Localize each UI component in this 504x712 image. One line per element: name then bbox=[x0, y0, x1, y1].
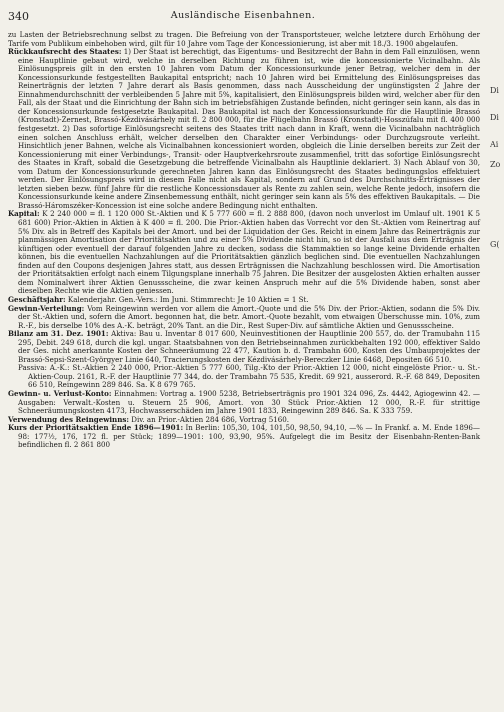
paragraph-rueckkaufsrecht bbox=[8, 48, 480, 210]
paragraph-label: Gewinn-Verteilung: bbox=[8, 303, 85, 313]
page-header bbox=[8, 10, 478, 24]
margin-fragment: Di bbox=[490, 113, 499, 122]
paragraph-text: Div. an Prior.-Aktien 284 686, Vortrag 5160. bbox=[129, 414, 290, 424]
paragraph-text: Kalenderjahr. Gen.-Vers.: Im Juni. Stimmrecht: Je 10 Aktien = 1 St. bbox=[65, 294, 309, 304]
paragraph-gewinn-verteilung bbox=[8, 305, 480, 331]
paragraph-label: Verwendung des Reingewinns: bbox=[8, 414, 129, 424]
paragraph-label: Bilanz am 31. Dez. 1901: bbox=[8, 329, 109, 339]
paragraph-text: Vom Reingewinn werden vor allem die Amort.-Quote und die 5% Div. der Prior.-Aktien, sodann die 5% Div. der St.-Aktien und, sofern die Amort. begonnen hat, die betr. Amort.-Quote bezahlt, vom etwaigen Überschusse min. 10%, zum R.-F., bis derselbe 10% des A.-K. beträgt, 20% Tant. an die Dir., Rest Super-Div. auf sämtliche Aktien und Genussscheine. bbox=[18, 303, 480, 330]
body-text bbox=[8, 31, 480, 450]
paragraph-text: 1) Der Staat ist berechtigt, das Eigentums- und Besitzrecht der Bahn in dem Fall einzulösen, wenn eine Hauptlinie gebaut wird, welche in derselben Richtung zu führen ist, wie die koncessionierte Vicinalbahn. Als Einlösungspreis gilt in den ersten 10 Jahren vom Datum der Koncessionsurkunde jener Betrag, welcher dem in der Koncessionsurkunde festgestellten Baukapital entspricht; nach 10 Jahren wird bei Ermittelung des Einlösungspreises das Reinerträgnis der letzten 7 Jahre derart als Basis genommen, dass nach Ausscheidung der ungünstigsten 2 Jahre der Einnahmendurchschnitt der verbleibenden 5 Jahre mit 5%, kapitalisiert, den Einlösungspreis bilden wird, welcher aber für den Fall, als der Staat und die Einrichtung der Bahn sich im betriebsfähigen Zustande befinden, nicht geringer sein kann, als das in der Koncessionsurkunde festgesetzte Baukapital. Das Baukapital ist nach der Koncessionsurkunde für die Hauptlinie Brassó (Kronstadt)-Zernest, Brassó-Kézdivásárhely mit fl. 2 800 000, für die Flügelbahn Brassó (Kronstadt)-Hosszúfalu mit fl. 400 000 festgesetzt. 2) Das sofortige Einlösungsrecht seitens des Staates tritt nach dann in Kraft, wenn die Vicinalbahn nachträglich einen solchen Anschluss erhält, welcher derselben den Charakter einer Verbindungs- oder Durchzugsroute verleiht. Hinsichtlich jener Bahnen, welche als Vicinalbahnen koncessioniert worden, obgleich die Linie derselben bereits zur Zeit der Koncessionierung mit einer Verbindungs-, Transit- oder Hauptverkehrsroute zusammenfiel, tritt das sofortige Einlösungsrecht des Staates in Kraft, sobald die Gesetzgebung die betreffende Vicinalbahn als Hauptlinie deklariert. 3) Nach Ablauf von 30, vom Datum der Koncessionsurkunde gerechneten Jahren kann das Einlösungsrecht des Staates bedingungslos effektuiert werden. Der Einlösungspreis wird in diesem Falle nicht als Kapital, sondern auf Grund des Durchschnitts-Erträgnisses der letzten sieben bezw. fünf Jahre für die restliche Koncessionsdauer als Rente zu zahlen sein, welche Rente jedoch, insofern die Koncessionsurkunde keine andere Zinsenbemessung enthält, nicht geringer sein kann als 5% des effektiven Baukapitals. — Die Brassó-Háromszéker-Koncession ist eine solche andere Bedingung nicht enthalten. bbox=[18, 47, 480, 210]
paragraph-label: Kurs der Prioritätsaktien Ende 1896—1901: bbox=[8, 423, 184, 433]
margin-fragment: G( bbox=[490, 240, 500, 249]
paragraph-kurs bbox=[8, 424, 480, 450]
paragraph-text: Einnahmen: Vortrag a. 1900 5238, Betriebserträgnis pro 1901 324 096, Zs. 4442, Agiogewinn 42. — Ausgaben: Verwalt.-Kosten u. Steuern 25 906, Amort. von 30 Stück Prior.-Aktien 12 000, R.-F. für strittige Schneeräumungskosten 4173, Hochwasserschäden im Jahre 1901 1833, Reingewinn 289 846. Sa. K 333 759. bbox=[18, 388, 480, 416]
paragraph-label: Gewinn- u. Verlust-Konto: bbox=[8, 388, 112, 398]
margin-fragment: Di bbox=[490, 86, 499, 95]
paragraph-passiva bbox=[8, 364, 480, 390]
paragraph-bilanz bbox=[8, 330, 480, 364]
margin-fragment: Ai bbox=[490, 140, 499, 149]
page-number: 340 bbox=[8, 10, 29, 23]
paragraph-gewinn-verlust bbox=[8, 390, 480, 416]
paragraph-label: Rückkaufsrecht des Staates: bbox=[8, 47, 122, 57]
paragraph-text: zu Lasten der Betriebsrechnung selbst zu tragen. Die Befreiung von der Transportsteuer, welche letztere durch Erhöhung der Tarife vom Publikum einbehoben wird, gilt für 10 Jahre vom Tage der Koncessionierung, ist aber mit 18./3. 1900 abgelaufen. bbox=[8, 30, 480, 48]
paragraph-kapital bbox=[8, 210, 480, 295]
paragraph-text: Passiva: A.-K.: St.-Aktien 2 240 000, Prior.-Aktien 5 777 600, Tilg.-Kto der Prior.-Aktien 12 000, nicht eingelöste Prior.- u. St.-Aktien-Coup. 2161, R.-F. der Hauptlinie 77 344, do. der Trambahn 75 535, Kredit. 69 921, ausserord. R.-F. 68 849, Depositen 66 510, Reingewinn 289 846. Sa. K 8 679 765. bbox=[18, 363, 480, 390]
running-title: Ausländische Eisenbahnen. bbox=[170, 10, 316, 21]
margin-fragment: Zo bbox=[490, 160, 501, 169]
paragraph-label: Kapital: bbox=[8, 209, 40, 219]
paragraph-text: K 2 240 000 = fl. 1 120 000 St.-Aktien und K 5 777 600 = fl. 2 888 800, (davon noch unverlost im Umlauf ult. 1901 K 5 681 600) Prior.-Aktien in Aktien à K 400 = fl. 200. Die Prior.-Aktien haben das Vorrecht vor den St.-Aktien vom Reinertrag auf 5% Div. als in Betreff des Kapitals bei der Amort. und bei der Liquidation der Ges. Reicht in einem Jahre das Reinerträgnis zur planmässigen Amortisation der Prioritätsaktien und zu einer 5% Dividende nicht hin, so ist der Ausfall aus dem Erträgnis der künftigen oder eventuell der darauf folgenden Jahre zu decken, sodass die Stammaktien so lange keine Dividende erhalten können, bis die eventuellen Nachzahlungen auf die Prioritätsaktien gänzlich beglichen sind. Die eventuellen Nachzahlungen finden auf den Coupons desjenigen Jahres statt, aus dessen Erträgnissen die Nachzahlung beschlossen wird. Die Amortisation der Prioritätsaktien erfolgt nach einem Tilgungsplane innerhalb 75 Jahren. Die Besitzer der ausgelosten Aktien erhalten ausser dem Nominalwert ihrer Aktien Genussscheine, die zwar keinen Anspruch mehr auf die 5% Dividende haben, sonst aber dieselben Rechte wie die Aktien geniessen. bbox=[18, 209, 480, 296]
paragraph-intro bbox=[8, 31, 480, 48]
paragraph-text: Aktiva: Bau u. Inventar 8 017 600, Neuinvestitionen der Hauptlinie 200 557, do. der Tramubahn 115 295, Debit. 249 618, durch die kgl. ungar. Staatsbahnen von den Betriebseinnahmen zurückbehalten 192 000, effektiver Saldo der Ges. nicht anerkannte Kosten der Schneeräumung 22 477, Kaution b. d. Trambahn 600, Kosten des Umbauprojektes der Brassó-Sepsi-Szent-Györgyer Linie 640, Tracierungskosten der Kézdivásárhely-Bereczker Linie 6468, Depositen 66 510. bbox=[18, 329, 480, 364]
paragraph-text: In Berlin: 105,30, 104, 101,50, 98,50, 94,10, —% — In Frankf. a. M. Ende 1896—98: 177½, 176, 172 fl. per Stück; 1899—1901: 100, 93,90, 95%. Aufgelegt die im Besitz der Eisenbahn-Renten-Bank befindlichen fl. 2 861 800 bbox=[18, 423, 480, 450]
paragraph-label: Geschäftsjahr: bbox=[8, 294, 66, 304]
